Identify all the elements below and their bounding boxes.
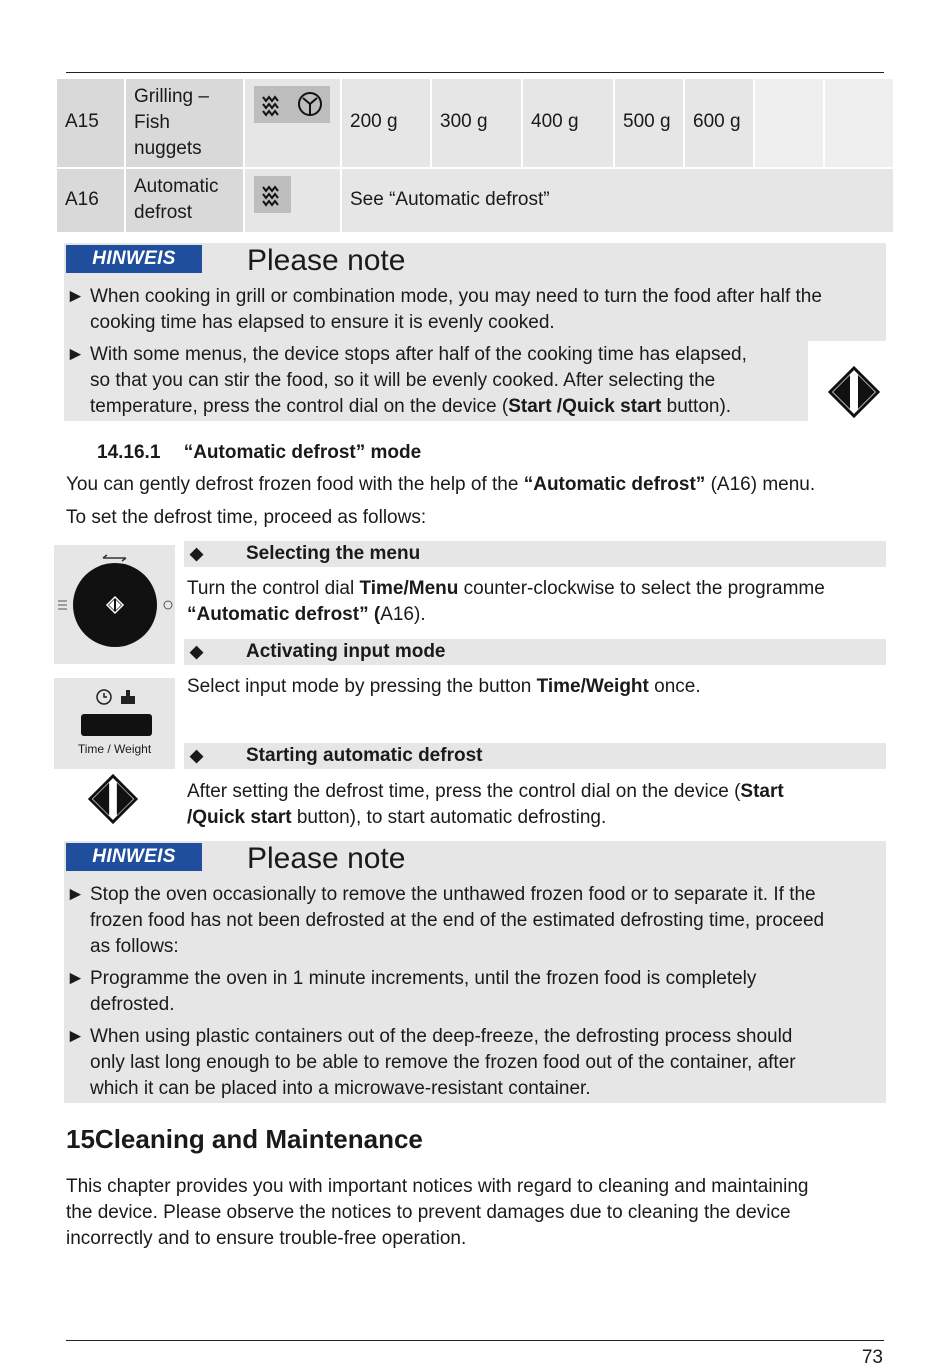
table-cell-weight: 200 g <box>342 79 430 167</box>
time-weight-button-image <box>54 678 175 769</box>
diamond-icon: ◆ <box>190 544 204 563</box>
start-button-icon <box>828 366 880 418</box>
table-cell-id: A15 <box>57 79 124 167</box>
step-heading: ◆ Selecting the menu <box>184 541 886 567</box>
start-button-icon <box>88 774 138 824</box>
defrost-icon <box>254 176 291 213</box>
control-dial-image <box>54 545 175 664</box>
table-cell-weight: 300 g <box>432 79 521 167</box>
hinweis-badge: HINWEIS <box>66 245 202 273</box>
grill-icon <box>299 93 321 115</box>
note-title: Please note <box>247 244 406 277</box>
table-cell-weight: 400 g <box>523 79 613 167</box>
table-cell-icons <box>245 79 340 167</box>
table-cell-empty <box>825 79 893 167</box>
hinweis-badge: HINWEIS <box>66 843 202 871</box>
step-heading: ◆ Activating input mode <box>184 639 886 665</box>
table-cell-text: See “Automatic defrost” <box>342 169 893 232</box>
footer-rule <box>66 1340 884 1341</box>
chapter-heading: 15Cleaning and Maintenance <box>66 1124 423 1154</box>
page-number: 73 <box>861 1347 883 1368</box>
mode-icon-box <box>254 86 330 123</box>
section-intro-2: To set the defrost time, proceed as follows: <box>66 507 427 528</box>
step-heading: ◆ Starting automatic defrost <box>184 743 886 769</box>
table-cell-empty <box>755 79 823 167</box>
bullet-arrow-icon: ► <box>66 884 85 905</box>
section-heading: 14.16.1 “Automatic defrost” mode <box>97 442 422 463</box>
control-dial-icon <box>54 545 175 664</box>
header-rule <box>66 72 884 73</box>
bullet-arrow-icon: ► <box>66 286 85 307</box>
time-weight-caption: Time / Weight <box>77 742 152 756</box>
step-text: Turn the control dial Time/Menu counter-clockwise to select the programme “Automatic defrost” (A16). <box>187 578 825 625</box>
section-intro: You can gently defrost frozen food with the help of the “Automatic defrost” (A16) menu. <box>66 474 816 495</box>
bullet-arrow-icon: ► <box>66 1026 85 1047</box>
diamond-icon: ◆ <box>190 642 204 661</box>
bullet-arrow-icon: ► <box>66 968 85 989</box>
table-cell-id: A16 <box>57 169 124 232</box>
step-text: After setting the defrost time, press the control dial on the device (Start /Quick start button), to start automatic defrosting. <box>187 781 784 828</box>
defrost-icon <box>254 86 330 123</box>
table-cell-name: Automatic defrost <box>126 169 243 232</box>
mode-icon-box <box>254 176 291 213</box>
time-weight-icon <box>54 678 175 738</box>
chapter-paragraph: This chapter provides you with important notices with regard to cleaning and maintaining the device. Please observe the notices to prevent damages due to cleaning the device incorrectly and to ensure trouble-free operation. <box>66 1176 809 1249</box>
table-cell-weight: 500 g <box>615 79 683 167</box>
table-cell-icons <box>245 169 340 232</box>
diamond-icon: ◆ <box>190 746 204 765</box>
bullet-arrow-icon: ► <box>66 344 85 365</box>
step-text: Select input mode by pressing the button Time/Weight once. <box>187 676 701 697</box>
table-cell-name: Grilling – Fish nuggets <box>126 79 243 167</box>
table-cell-weight: 600 g <box>685 79 753 167</box>
note-title: Please note <box>247 842 406 875</box>
